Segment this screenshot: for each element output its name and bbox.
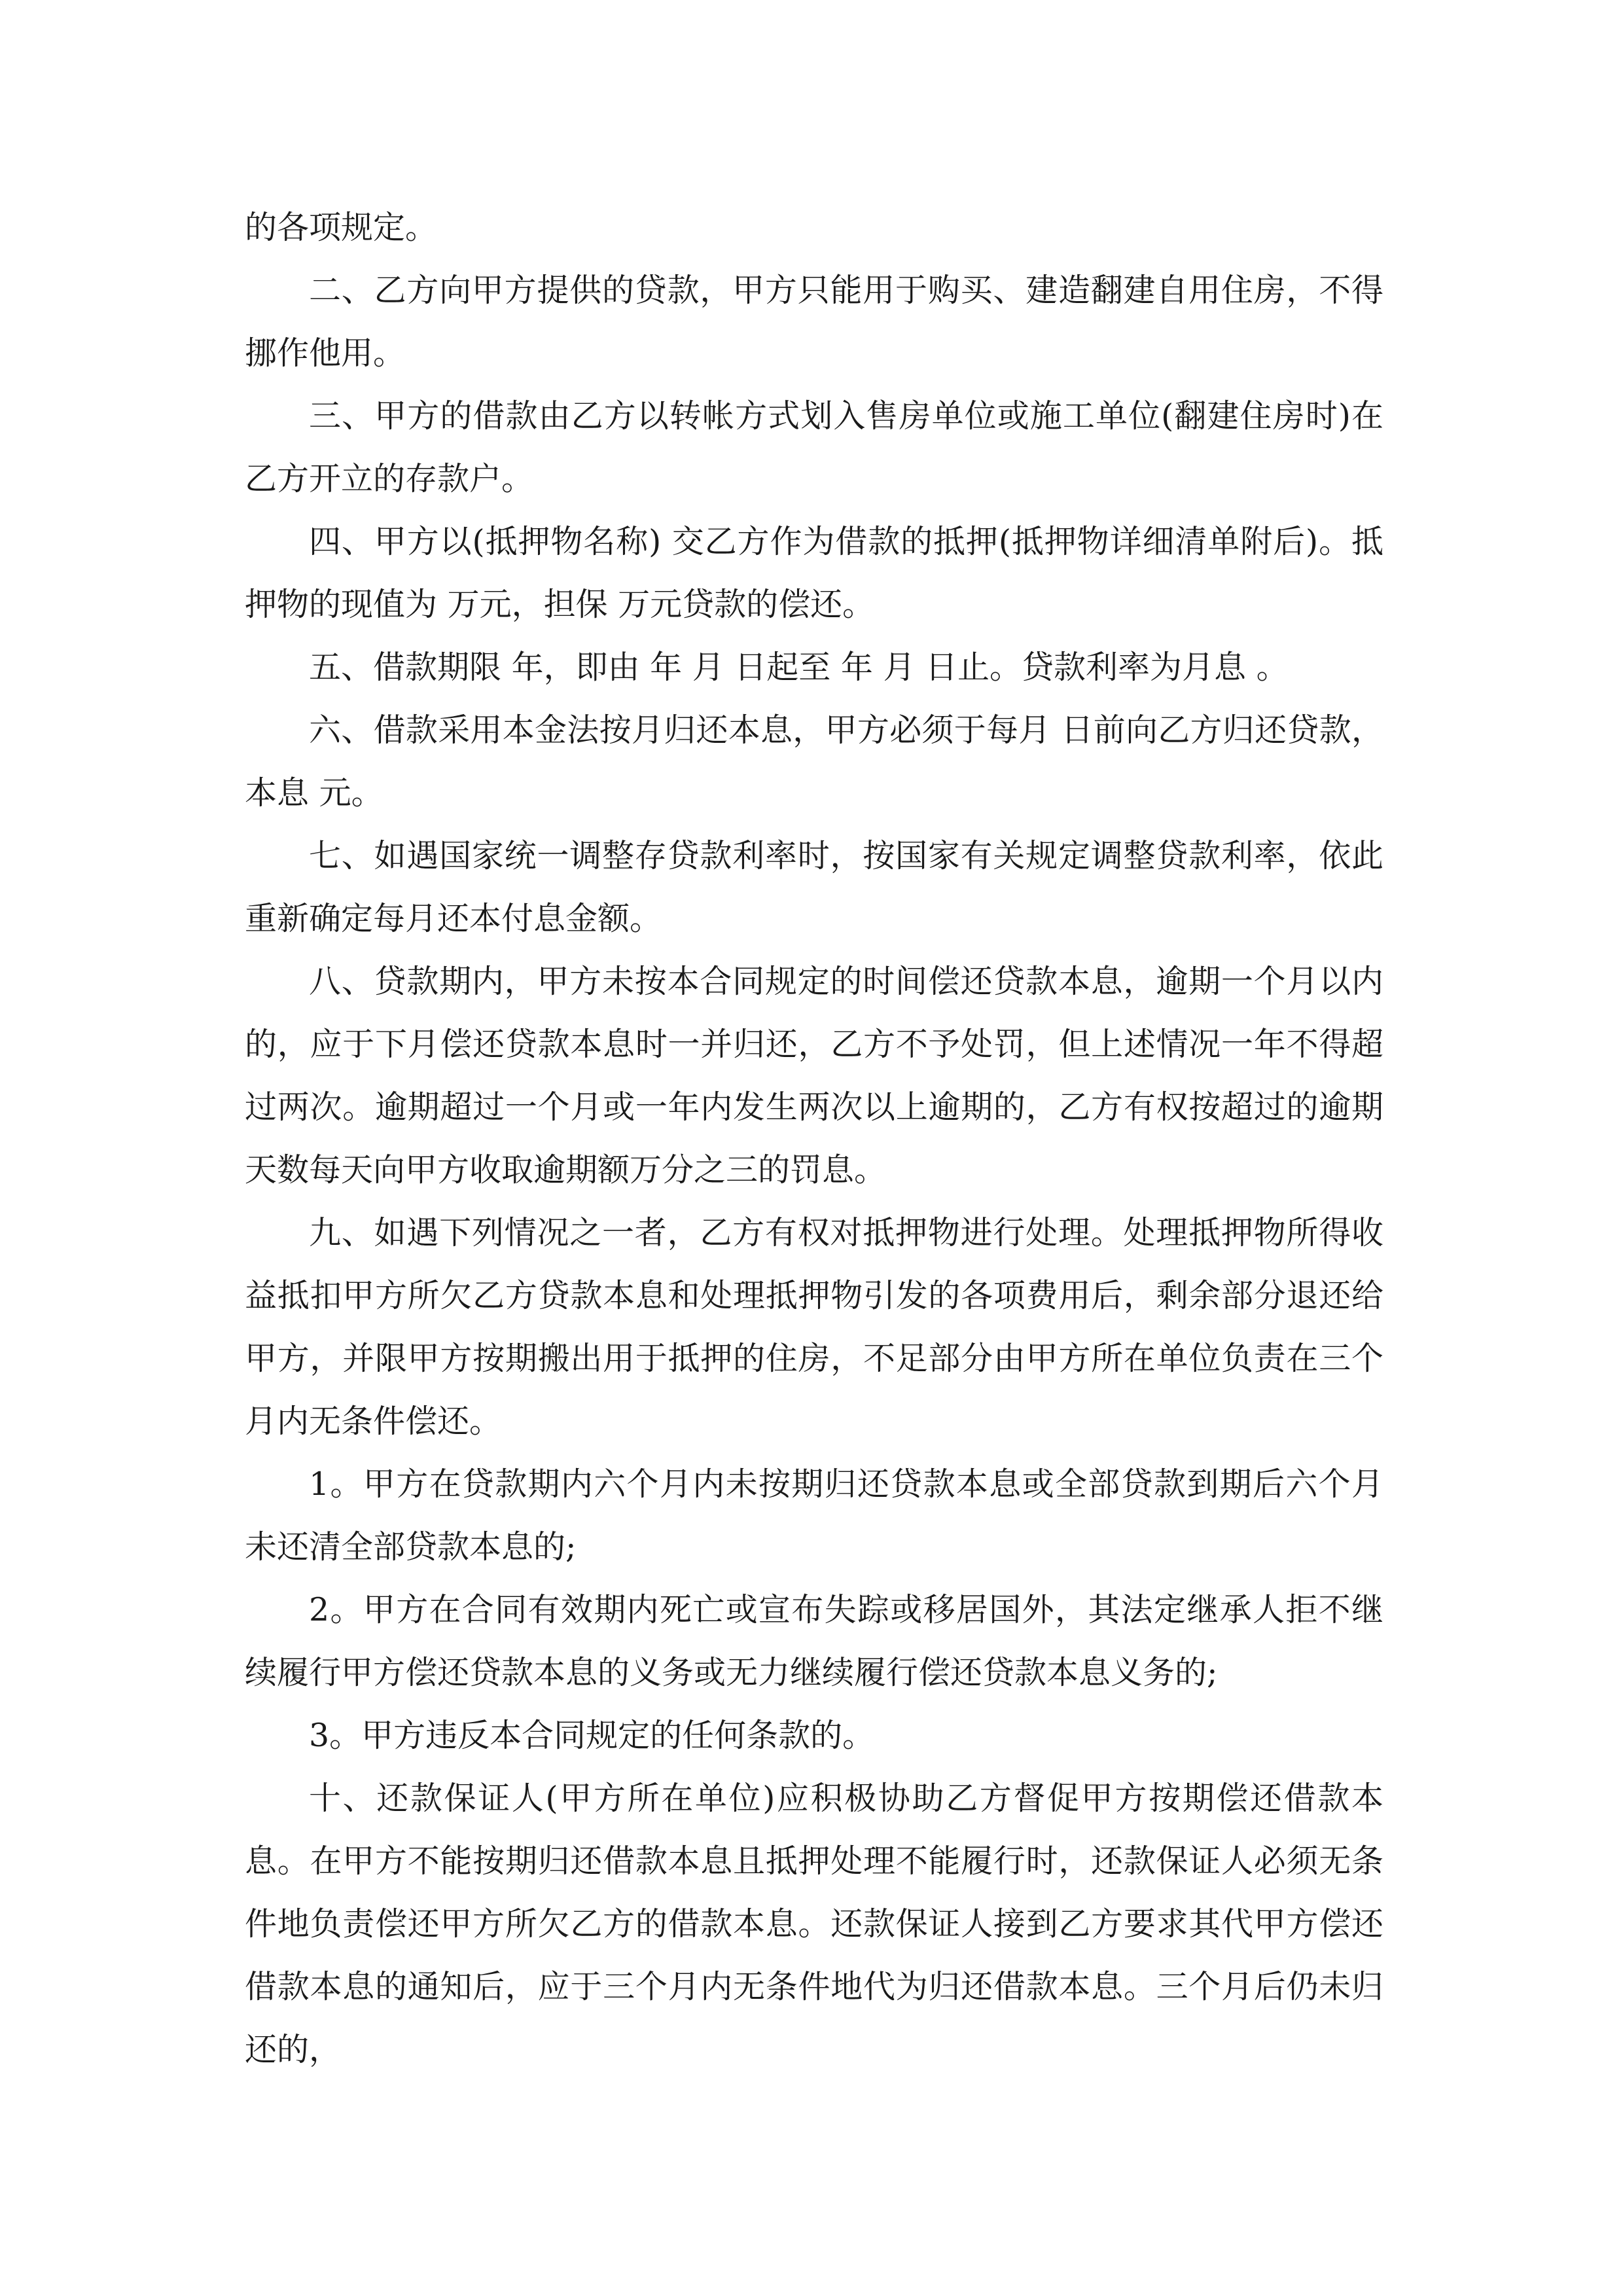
clause-7: 七、如遇国家统一调整存贷款利率时，按国家有关规定调整贷款利率，依此重新确定每月还本付息金额。 xyxy=(245,837,1383,937)
clause-5: 五、借款期限 年，即由 年 月 日起至 年 月 日止。贷款利率为月息 。 xyxy=(309,649,1289,686)
sub-item-1: 1。甲方在贷款期内六个月内未按期归还贷款本息或全部贷款到期后六个月未还清全部贷款本息的; xyxy=(245,1465,1383,1566)
paragraph-continued: 的各项规定。 xyxy=(245,209,438,246)
sub-item-3: 3。甲方违反本合同规定的任何条款的。 xyxy=(309,1717,875,1754)
clause-3: 三、甲方的借款由乙方以转帐方式划入售房单位或施工单位(翻建住房时)在乙方开立的存款户。 xyxy=(245,397,1383,497)
clause-9: 九、如遇下列情况之一者，乙方有权对抵押物进行处理。处理抵押物所得收益抵扣甲方所欠乙方贷款本息和处理抵押物引发的各项费用后，剩余部分退还给甲方，并限甲方按期搬出用于抵押的住房，不足部分由甲方所在单位负责在三个月内无条件偿还。 xyxy=(245,1214,1383,1440)
sub-item-2: 2。甲方在合同有效期内死亡或宣布失踪或移居国外，其法定继承人拒不继续履行甲方偿还贷款本息的义务或无力继续履行偿还贷款本息义务的; xyxy=(245,1591,1383,1691)
clause-4: 四、甲方以(抵押物名称) 交乙方作为借款的抵押(抵押物详细清单附后)。抵押物的现值为 万元，担保 万元贷款的偿还。 xyxy=(245,523,1383,623)
clause-8: 八、贷款期内，甲方未按本合同规定的时间偿还贷款本息，逾期一个月以内的，应于下月偿还贷款本息时一并归还，乙方不予处罚，但上述情况一年不得超过两次。逾期超过一个月或一年内发生两次以上逾期的，乙方有权按超过的逾期天数每天向甲方收取逾期额万分之三的罚息。 xyxy=(245,963,1383,1189)
clause-10: 十、还款保证人(甲方所在单位)应积极协助乙方督促甲方按期偿还借款本息。在甲方不能按期归还借款本息且抵押处理不能履行时，还款保证人必须无条件地负责偿还甲方所欠乙方的借款本息。还款保证人接到乙方要求其代甲方偿还借款本息的通知后，应于三个月内无条件地代为归还借款本息。三个月后仍未归还的， xyxy=(245,1780,1383,2068)
clause-2: 二、乙方向甲方提供的贷款，甲方只能用于购买、建造翻建自用住房，不得挪作他用。 xyxy=(245,272,1383,372)
document-body xyxy=(245,196,1383,2081)
clause-6: 六、借款采用本金法按月归还本息，甲方必须于每月 日前向乙方归还贷款，本息 元。 xyxy=(245,711,1383,812)
